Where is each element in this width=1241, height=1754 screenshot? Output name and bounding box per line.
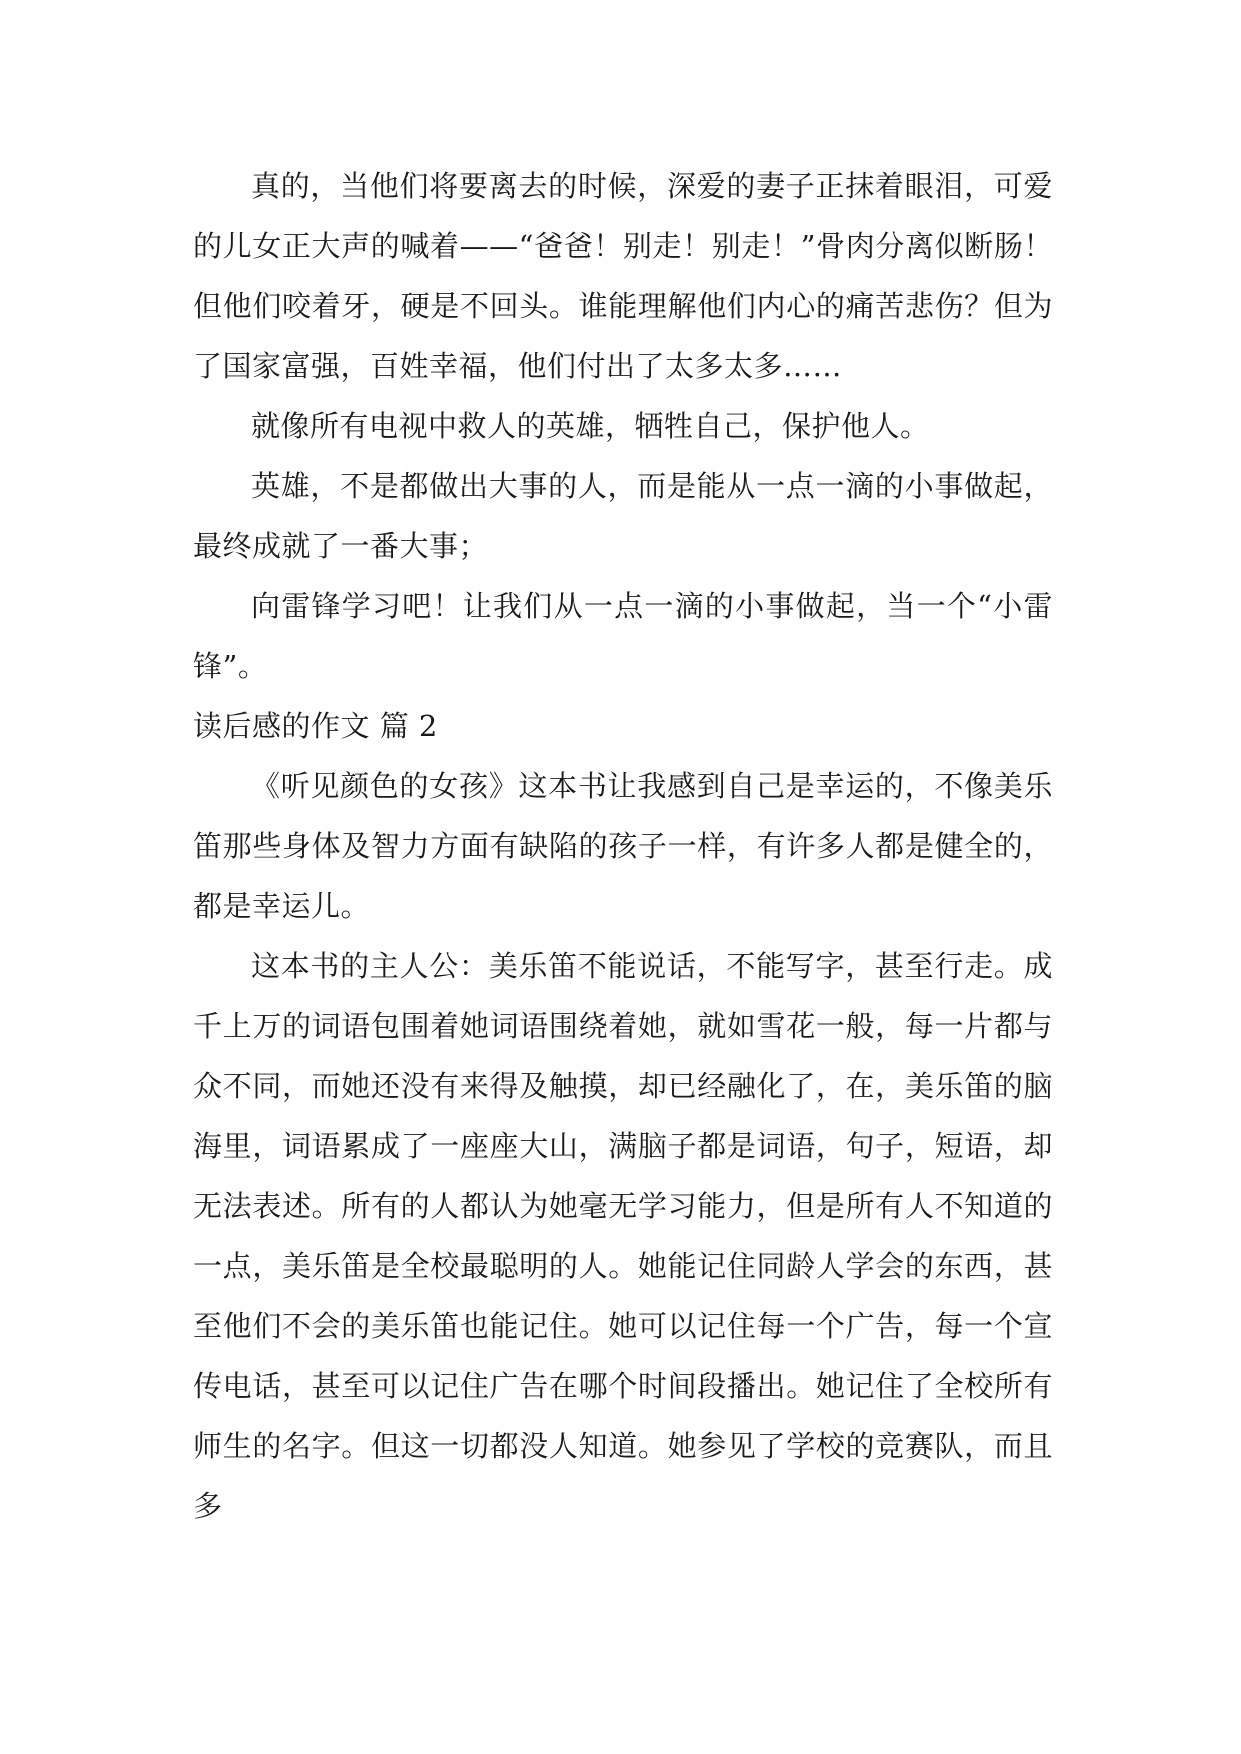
paragraph: 《听见颜色的女孩》这本书让我感到自己是幸运的，不像美乐笛那些身体及智力方面有缺陷的孩子一样，有许多人都是健全的，都是幸运儿。 [193, 769, 1053, 923]
paragraph: 英雄，不是都做出大事的人，而是能从一点一滴的小事做起，最终成就了一番大事； [193, 469, 1053, 563]
paragraph: 这本书的主人公：美乐笛不能说话，不能写字，甚至行走。成千上万的词语包围着她词语围绕着她，就如雪花一般，每一片都与众不同，而她还没有来得及触摸，却已经融化了，在，美乐笛的脑海里，词语累成了一座座大山，满脑子都是词语，句子，短语，却无法表述。所有的人都认为她毫无学习能力，但是所有人不知道的一点，美乐笛是全校最聪明的人。她能记住同龄人学会的东西，甚至他们不会的美乐笛也能记住。她可以记住每一个广告，每一个宣传电话，甚至可以记住广告在哪个时间段播出。她记住了全校所有师生的名字。但这一切都没人知道。她参见了学校的竞赛队，而且多 [193, 949, 1053, 1523]
section-heading: 读后感的作文 篇 2 [193, 709, 438, 743]
paragraph: 就像所有电视中救人的英雄，牺牲自己，保护他人。 [251, 409, 930, 443]
document-body [193, 156, 1053, 1536]
paragraph: 向雷锋学习吧！让我们从一点一滴的小事做起，当一个“小雷锋”。 [193, 589, 1053, 683]
paragraph: 真的，当他们将要离去的时候，深爱的妻子正抹着眼泪，可爱的儿女正大声的喊着——“爸爸！别走！别走！”骨肉分离似断肠！但他们咬着牙，硬是不回头。谁能理解他们内心的痛苦悲伤？但为了国家富强，百姓幸福，他们付出了太多太多…… [193, 169, 1053, 383]
